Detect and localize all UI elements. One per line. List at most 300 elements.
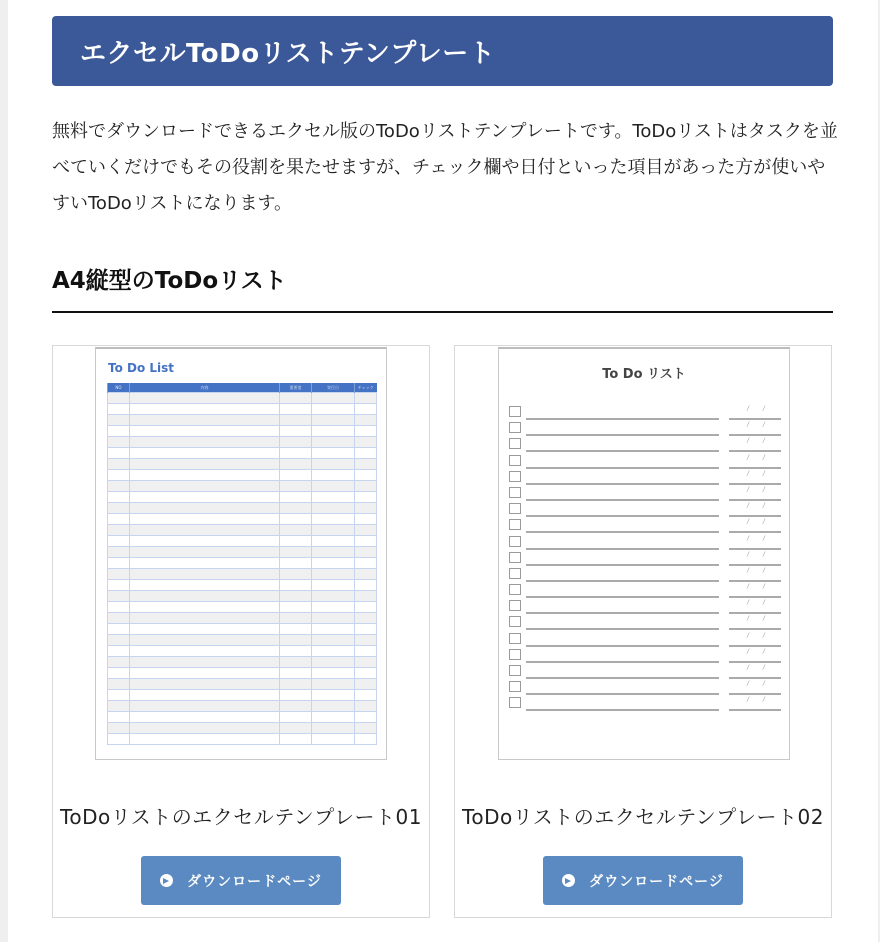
table-row xyxy=(108,448,377,459)
table-cell xyxy=(108,591,130,602)
table-cell xyxy=(130,514,280,525)
table-cell xyxy=(312,404,355,415)
table-cell xyxy=(130,503,280,514)
template-card-02 xyxy=(454,345,832,918)
table-cell xyxy=(108,624,130,635)
table-cell xyxy=(355,701,377,712)
table-cell xyxy=(280,613,312,624)
table-cell xyxy=(355,558,377,569)
table-cell xyxy=(312,602,355,613)
table-cell xyxy=(312,525,355,536)
table-cell xyxy=(130,393,280,404)
table-cell xyxy=(108,448,130,459)
date-placeholder: / / xyxy=(747,599,771,607)
table-cell xyxy=(355,602,377,613)
table-cell xyxy=(280,679,312,690)
download-page-button[interactable] xyxy=(543,856,743,905)
date-line xyxy=(729,418,781,420)
list-item xyxy=(509,567,785,583)
table-cell xyxy=(355,470,377,481)
table-cell xyxy=(280,580,312,591)
date-line xyxy=(729,515,781,517)
checkbox-icon xyxy=(509,568,521,579)
task-line xyxy=(526,628,719,630)
template-thumbnail-02[interactable] xyxy=(498,347,790,760)
table-cell xyxy=(130,646,280,657)
table-cell xyxy=(280,569,312,580)
table-cell xyxy=(355,525,377,536)
checkbox-icon xyxy=(509,422,521,433)
column-header: 重要度 xyxy=(280,383,312,393)
table-cell xyxy=(280,591,312,602)
table-cell xyxy=(280,668,312,679)
checkbox-icon xyxy=(509,616,521,627)
template-card-01 xyxy=(52,345,430,918)
date-line xyxy=(729,548,781,550)
list-item xyxy=(509,648,785,664)
date-placeholder: / / xyxy=(747,566,771,574)
table-cell xyxy=(312,635,355,646)
table-cell xyxy=(312,448,355,459)
table-cell xyxy=(355,492,377,503)
date-placeholder: / / xyxy=(747,550,771,558)
table-cell xyxy=(280,657,312,668)
list-item xyxy=(509,486,785,502)
checkbox-icon xyxy=(509,536,521,547)
table-cell xyxy=(280,734,312,745)
table-cell xyxy=(280,393,312,404)
table-row xyxy=(108,690,377,701)
table-cell xyxy=(130,624,280,635)
table-cell xyxy=(108,536,130,547)
table-cell xyxy=(280,723,312,734)
table-cell xyxy=(355,514,377,525)
column-header: チェック xyxy=(355,383,377,393)
table-cell xyxy=(108,459,130,470)
table-cell xyxy=(130,547,280,558)
table-cell xyxy=(130,415,280,426)
list-item xyxy=(509,421,785,437)
checkbox-icon xyxy=(509,487,521,498)
table-row xyxy=(108,558,377,569)
table-cell xyxy=(130,525,280,536)
table-cell xyxy=(130,558,280,569)
list-item xyxy=(509,518,785,534)
table-cell xyxy=(355,712,377,723)
date-line xyxy=(729,531,781,533)
table-cell xyxy=(108,481,130,492)
table-cell xyxy=(312,679,355,690)
date-placeholder: / / xyxy=(747,615,771,623)
table-row xyxy=(108,569,377,580)
date-placeholder: / / xyxy=(747,534,771,542)
table-cell xyxy=(108,437,130,448)
table-cell xyxy=(355,591,377,602)
table-cell xyxy=(355,448,377,459)
date-placeholder: / / xyxy=(747,469,771,477)
table-cell xyxy=(108,415,130,426)
checkbox-icon xyxy=(509,406,521,417)
checkbox-icon xyxy=(509,681,521,692)
list-item xyxy=(509,551,785,567)
table-cell xyxy=(280,459,312,470)
table-cell xyxy=(312,657,355,668)
table-cell xyxy=(312,492,355,503)
table-cell xyxy=(280,448,312,459)
list-item xyxy=(509,502,785,518)
table-cell xyxy=(280,525,312,536)
checkbox-icon xyxy=(509,649,521,660)
table-cell xyxy=(130,712,280,723)
table-row xyxy=(108,679,377,690)
table-row xyxy=(108,481,377,492)
table-cell xyxy=(108,393,130,404)
table-cell xyxy=(355,635,377,646)
table-cell xyxy=(355,459,377,470)
table-row xyxy=(108,514,377,525)
table-cell xyxy=(108,701,130,712)
table-row xyxy=(108,547,377,558)
table-cell xyxy=(355,657,377,668)
table-cell xyxy=(280,437,312,448)
table-cell xyxy=(280,470,312,481)
table-row xyxy=(108,613,377,624)
column-header: 内容 xyxy=(130,383,280,393)
table-cell xyxy=(108,668,130,679)
table-cell xyxy=(130,448,280,459)
date-line xyxy=(729,467,781,469)
table-cell xyxy=(130,701,280,712)
table-cell xyxy=(312,503,355,514)
column-header: NO xyxy=(108,383,130,393)
list-item xyxy=(509,696,785,712)
table-row xyxy=(108,393,377,404)
table-cell xyxy=(312,536,355,547)
list-item xyxy=(509,470,785,486)
task-line xyxy=(526,645,719,647)
table-cell xyxy=(130,602,280,613)
arrow-circle-right-icon xyxy=(562,874,575,887)
date-line xyxy=(729,661,781,663)
table-cell xyxy=(355,613,377,624)
table-cell xyxy=(280,426,312,437)
table-cell xyxy=(108,558,130,569)
table-cell xyxy=(280,536,312,547)
table-cell xyxy=(280,690,312,701)
table-cell xyxy=(108,712,130,723)
date-placeholder: / / xyxy=(747,405,771,412)
table-row xyxy=(108,591,377,602)
checkbox-icon xyxy=(509,665,521,676)
table-cell xyxy=(130,492,280,503)
list-item xyxy=(509,599,785,615)
task-line xyxy=(526,693,719,695)
table-cell xyxy=(108,404,130,415)
task-line xyxy=(526,450,719,452)
date-line xyxy=(729,499,781,501)
table-cell xyxy=(312,415,355,426)
arrow-circle-right-icon xyxy=(160,874,173,887)
date-line xyxy=(729,612,781,614)
table-cell xyxy=(280,503,312,514)
table-cell xyxy=(108,569,130,580)
table-cell xyxy=(312,547,355,558)
checkbox-icon xyxy=(509,438,521,449)
left-gutter xyxy=(0,0,8,942)
table-cell xyxy=(130,690,280,701)
date-line xyxy=(729,628,781,630)
table-cell xyxy=(130,723,280,734)
date-placeholder: / / xyxy=(747,453,771,461)
table-row xyxy=(108,712,377,723)
table-cell xyxy=(312,734,355,745)
table-cell xyxy=(355,481,377,492)
date-placeholder: / / xyxy=(747,437,771,445)
table-row xyxy=(108,580,377,591)
table-cell xyxy=(130,470,280,481)
table-cell xyxy=(130,635,280,646)
table-row xyxy=(108,503,377,514)
page-title-banner xyxy=(52,16,833,86)
table-cell xyxy=(312,459,355,470)
table-row xyxy=(108,492,377,503)
date-line xyxy=(729,564,781,566)
date-placeholder: / / xyxy=(747,680,771,688)
table-cell xyxy=(280,646,312,657)
date-placeholder: / / xyxy=(747,696,771,704)
table-cell xyxy=(312,393,355,404)
todo-table-preview xyxy=(107,383,377,745)
table-row xyxy=(108,602,377,613)
checkbox-icon xyxy=(509,600,521,611)
table-cell xyxy=(355,646,377,657)
table-cell xyxy=(355,580,377,591)
task-line xyxy=(526,499,719,501)
table-row xyxy=(108,657,377,668)
template-caption: ToDoリストのエクセルテンプレート01 xyxy=(60,805,422,829)
list-item xyxy=(509,680,785,696)
task-line xyxy=(526,483,719,485)
table-cell xyxy=(280,514,312,525)
table-cell xyxy=(130,404,280,415)
date-line xyxy=(729,450,781,452)
table-cell xyxy=(312,646,355,657)
table-cell xyxy=(108,723,130,734)
table-cell xyxy=(312,470,355,481)
table-cell xyxy=(280,558,312,569)
table-cell xyxy=(355,734,377,745)
list-item xyxy=(509,454,785,470)
table-cell xyxy=(312,624,355,635)
table-cell xyxy=(280,404,312,415)
table-cell xyxy=(108,470,130,481)
date-line xyxy=(729,483,781,485)
table-row xyxy=(108,635,377,646)
list-item xyxy=(509,405,785,421)
table-cell xyxy=(312,580,355,591)
table-cell xyxy=(355,723,377,734)
table-cell xyxy=(280,602,312,613)
date-line xyxy=(729,709,781,711)
table-cell xyxy=(280,481,312,492)
thumbnail-title: To Do リスト xyxy=(602,367,686,382)
table-cell xyxy=(108,525,130,536)
table-row xyxy=(108,646,377,657)
checkbox-icon xyxy=(509,519,521,530)
table-cell xyxy=(312,723,355,734)
task-line xyxy=(526,515,719,517)
table-cell xyxy=(312,558,355,569)
table-row xyxy=(108,701,377,712)
date-placeholder: / / xyxy=(747,583,771,591)
task-line xyxy=(526,612,719,614)
task-line xyxy=(526,434,719,436)
table-cell xyxy=(355,624,377,635)
table-cell xyxy=(130,459,280,470)
table-row xyxy=(108,723,377,734)
table-cell xyxy=(108,613,130,624)
table-row xyxy=(108,734,377,745)
date-placeholder: / / xyxy=(747,631,771,639)
table-cell xyxy=(280,701,312,712)
list-item xyxy=(509,664,785,680)
section-heading: A4縦型のToDoリスト xyxy=(52,268,287,294)
table-cell xyxy=(312,426,355,437)
table-cell xyxy=(108,580,130,591)
checklist-preview xyxy=(509,405,785,713)
list-item xyxy=(509,583,785,599)
table-cell xyxy=(280,712,312,723)
table-cell xyxy=(130,734,280,745)
table-cell xyxy=(108,492,130,503)
table-cell xyxy=(130,426,280,437)
table-cell xyxy=(280,635,312,646)
table-cell xyxy=(108,426,130,437)
checkbox-icon xyxy=(509,552,521,563)
table-cell xyxy=(355,437,377,448)
task-line xyxy=(526,709,719,711)
download-button-label: ダウンロードページ xyxy=(187,873,322,890)
list-item xyxy=(509,632,785,648)
table-cell xyxy=(130,679,280,690)
table-cell xyxy=(312,668,355,679)
table-cell xyxy=(355,415,377,426)
table-cell xyxy=(108,547,130,558)
table-cell xyxy=(312,690,355,701)
download-page-button[interactable] xyxy=(141,856,341,905)
table-cell xyxy=(130,613,280,624)
date-placeholder: / / xyxy=(747,421,771,429)
table-cell xyxy=(130,536,280,547)
task-line xyxy=(526,661,719,663)
date-placeholder: / / xyxy=(747,502,771,510)
table-cell xyxy=(355,404,377,415)
task-line xyxy=(526,418,719,420)
table-cell xyxy=(130,591,280,602)
list-item xyxy=(509,535,785,551)
table-cell xyxy=(355,547,377,558)
date-placeholder: / / xyxy=(747,518,771,526)
table-cell xyxy=(312,437,355,448)
table-cell xyxy=(312,481,355,492)
table-cell xyxy=(355,393,377,404)
task-line xyxy=(526,677,719,679)
table-row xyxy=(108,668,377,679)
table-cell xyxy=(355,426,377,437)
table-row xyxy=(108,426,377,437)
table-cell xyxy=(312,712,355,723)
thumbnail-title: To Do List xyxy=(108,361,175,375)
table-row xyxy=(108,415,377,426)
table-cell xyxy=(130,481,280,492)
date-placeholder: / / xyxy=(747,647,771,655)
table-cell xyxy=(108,503,130,514)
template-thumbnail-01[interactable] xyxy=(95,347,387,760)
table-cell xyxy=(108,690,130,701)
date-placeholder: / / xyxy=(747,664,771,671)
table-cell xyxy=(108,602,130,613)
table-cell xyxy=(280,624,312,635)
date-placeholder: / / xyxy=(747,485,771,493)
task-line xyxy=(526,564,719,566)
list-item xyxy=(509,437,785,453)
date-line xyxy=(729,693,781,695)
table-row xyxy=(108,459,377,470)
table-cell xyxy=(108,679,130,690)
checkbox-icon xyxy=(509,455,521,466)
page-title: エクセルToDoリストテンプレート xyxy=(80,38,496,69)
table-cell xyxy=(130,580,280,591)
download-button-label: ダウンロードページ xyxy=(589,873,724,890)
table-cell xyxy=(312,591,355,602)
table-cell xyxy=(280,415,312,426)
todo-table-body xyxy=(108,393,377,745)
table-row xyxy=(108,470,377,481)
date-line xyxy=(729,580,781,582)
table-cell xyxy=(355,690,377,701)
table-cell xyxy=(355,503,377,514)
table-cell xyxy=(130,668,280,679)
table-row xyxy=(108,404,377,415)
table-row xyxy=(108,525,377,536)
list-item xyxy=(509,615,785,631)
table-row xyxy=(108,437,377,448)
table-cell xyxy=(312,701,355,712)
table-cell xyxy=(130,657,280,668)
table-cell xyxy=(130,437,280,448)
task-line xyxy=(526,531,719,533)
table-cell xyxy=(280,492,312,503)
date-line xyxy=(729,645,781,647)
table-cell xyxy=(312,569,355,580)
table-cell xyxy=(108,734,130,745)
section-divider xyxy=(52,311,833,313)
template-caption: ToDoリストのエクセルテンプレート02 xyxy=(462,805,824,829)
column-header: 実行日 xyxy=(312,383,355,393)
table-cell xyxy=(355,536,377,547)
table-cell xyxy=(280,547,312,558)
table-cell xyxy=(108,635,130,646)
checkbox-icon xyxy=(509,471,521,482)
table-cell xyxy=(312,613,355,624)
table-cell xyxy=(355,569,377,580)
intro-paragraph: 無料でダウンロードできるエクセル版のToDoリストテンプレートです。ToDoリストはタスクを並べていくだけでもその役割を果たせますが、チェック欄や日付といった項目があった方が使いやすいToDoリストになります。 xyxy=(52,121,838,214)
table-cell xyxy=(108,514,130,525)
checkbox-icon xyxy=(509,697,521,708)
checkbox-icon xyxy=(509,633,521,644)
table-cell xyxy=(355,679,377,690)
table-cell xyxy=(108,657,130,668)
